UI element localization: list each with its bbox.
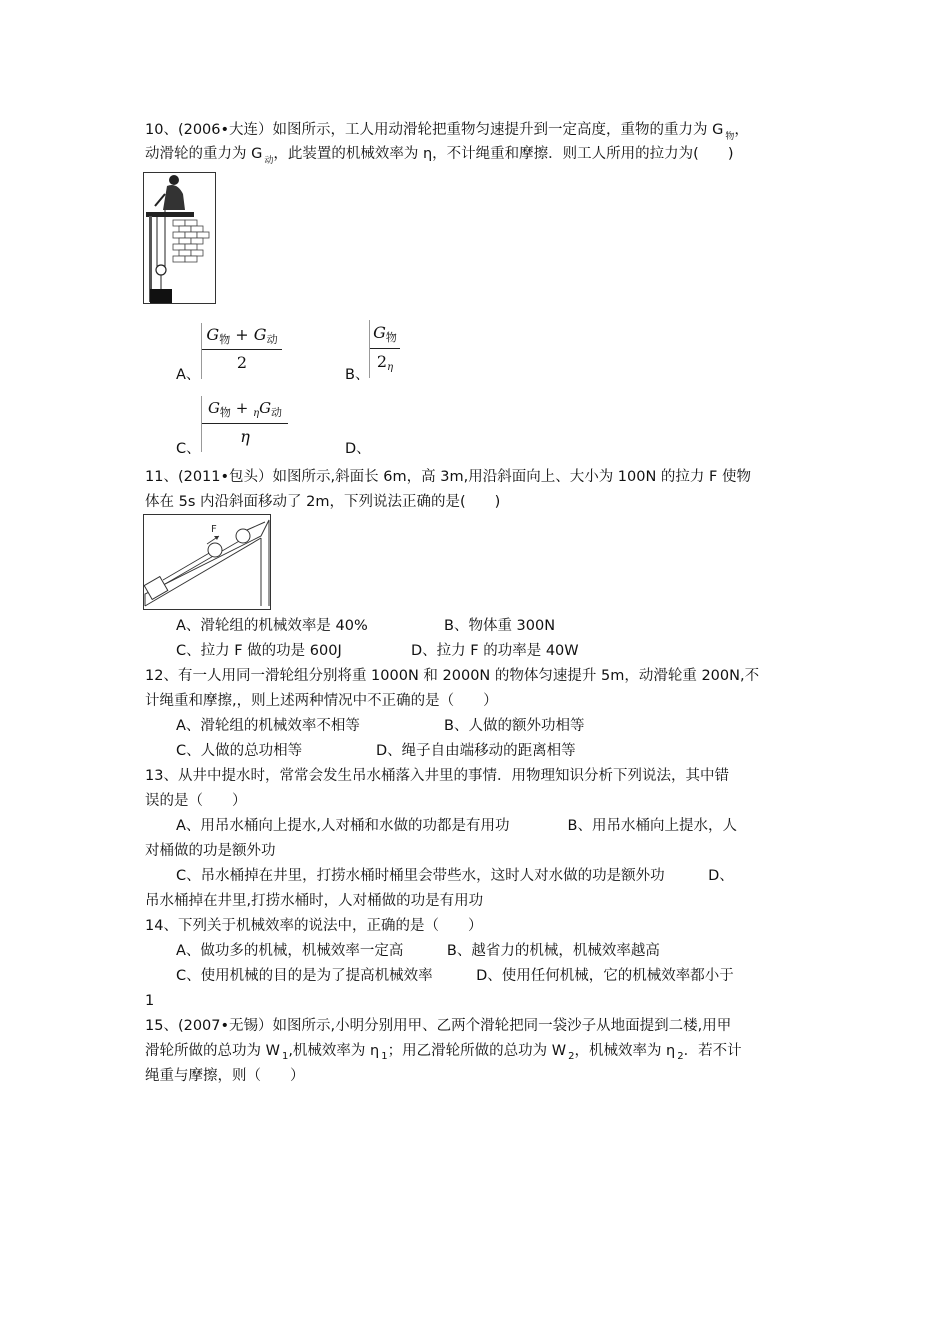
q15-text-line2: 滑轮所做的总功为 W $_1$,机械效率为 η $_1$；用乙滑轮所做的总功为 W $_2$，机械效率为 η $_2$．若不计: [145, 1043, 742, 1062]
q13-text-line2: 误的是（ ）: [145, 793, 247, 809]
q13-text-line6: 吊水桶掉在井里,打捞水桶时，人对桶做的功是有用功: [145, 893, 484, 909]
q12-option-d: D、绳子自由端移动的距离相等: [376, 743, 576, 759]
q13-text-line5: C、吊水桶掉在井里，打捞水桶时桶里会带些水，这时人对水做的功是额外功 D、: [176, 868, 734, 884]
q10-option-c-formula: $G_物 + _\eta G_动$ η: [201, 396, 288, 452]
q11-option-a: A、滑轮组的机械效率是 40%: [176, 618, 368, 634]
q10-option-b-formula: G物 2η: [369, 320, 400, 378]
q10-text-line2: 动滑轮的重力为 G $_动$，此装置的机械效率为 η，不计绳重和摩擦．则工人所用的拉力为( ): [145, 146, 734, 166]
q11-force-label: F: [211, 524, 217, 535]
q10-option-d-label: D、: [345, 441, 371, 457]
q10-text-line1: 10、(2006•大连）如图所示，工人用动滑轮把重物匀速提升到一定高度，重物的重力为 G $_物$，: [145, 122, 749, 142]
q14-text-line3: C、使用机械的目的是为了提高机械效率 D、使用任何机械，它的机械效率都小于: [176, 968, 734, 984]
q15-text-line1: 15、(2007•无锡）如图所示,小明分别用甲、乙两个滑轮把同一袋沙子从地面提到二楼,用甲: [145, 1018, 732, 1034]
q12-text-line2: 计绳重和摩擦,，则上述两种情况中不正确的是（ ）: [145, 693, 498, 709]
q15-text-line3: 绳重与摩擦，则（ ）: [145, 1068, 305, 1084]
q11-text-line2: 体在 5s 内沿斜面移动了 2m，下列说法正确的是( ): [145, 494, 501, 510]
q11-option-d: D、拉力 F 的功率是 40W: [411, 643, 579, 659]
q14-text-line1: 14、下列关于机械效率的说法中，正确的是（ ）: [145, 918, 483, 934]
q14-text-line4: 1: [145, 993, 155, 1009]
q10-option-c-label: C、: [176, 441, 201, 457]
q10-option-b-label: B、: [345, 367, 370, 383]
q10-pulley-worker-figure: [143, 172, 218, 305]
q10-option-a-label: A、: [176, 367, 201, 383]
q13-text-line1: 13、从井中提水时，常常会发生吊水桶落入井里的事情．用物理知识分析下列说法，其中错: [145, 768, 729, 784]
q12-option-c: C、人做的总功相等: [176, 743, 303, 759]
q14-text-line2: A、做功多的机械，机械效率一定高 B、越省力的机械，机械效率越高: [176, 943, 660, 959]
q11-option-c: C、拉力 F 做的功是 600J: [176, 643, 342, 659]
q13-text-line4: 对桶做的功是额外功: [145, 843, 276, 859]
q12-option-a: A、滑轮组的机械效率不相等: [176, 718, 360, 734]
q12-option-b: B、人做的额外功相等: [444, 718, 585, 734]
q11-text-line1: 11、(2011•包头）如图所示,斜面长 6m，高 3m,用沿斜面向上、大小为 100N 的拉力 F 使物: [145, 469, 751, 485]
q10-option-a-formula: G物 + G动 2: [201, 323, 282, 379]
q11-option-b: B、物体重 300N: [444, 618, 556, 634]
q13-text-line3: A、用吊水桶向上提水,人对桶和水做的功都是有用功 B、用吊水桶向上提水，人: [176, 818, 737, 834]
q12-text-line1: 12、有一人用同一滑轮组分别将重 1000N 和 2000N 的物体匀速提升 5m，动滑轮重 200N,不: [145, 668, 760, 684]
q11-incline-pulley-figure: [143, 514, 272, 611]
